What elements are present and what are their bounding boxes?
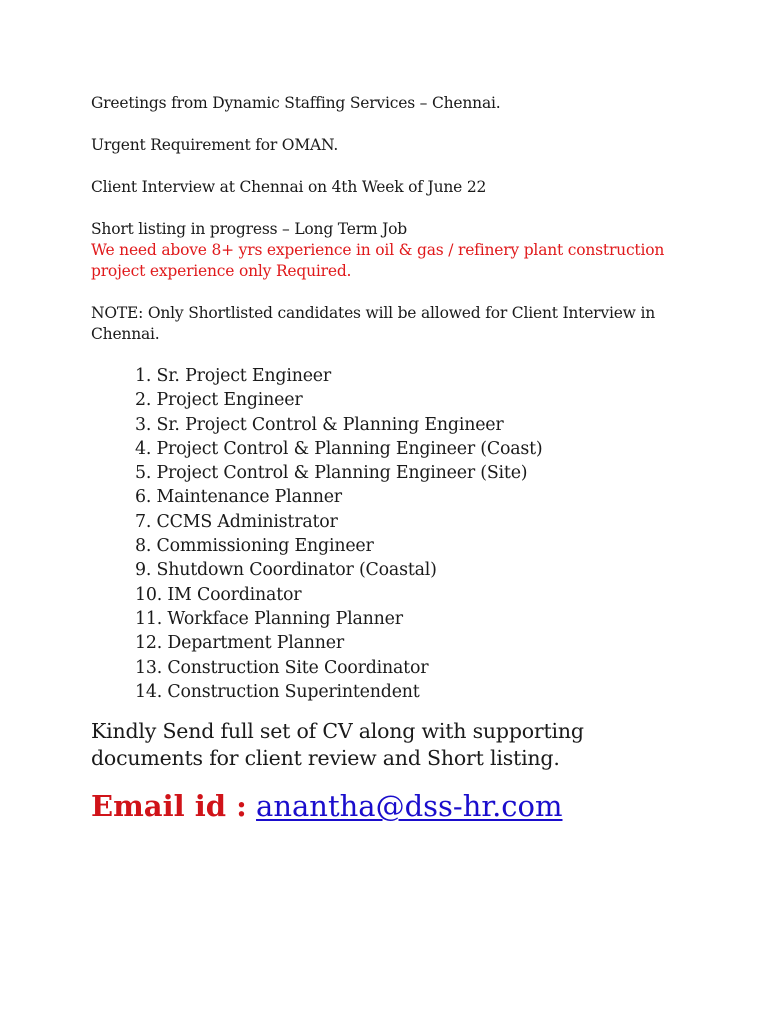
list-item: 10. IM Coordinator — [135, 584, 302, 605]
list-item: 5. Project Control & Planning Engineer (Site) — [135, 463, 528, 484]
list-item: 14. Construction Superintendent — [135, 681, 420, 702]
email-link[interactable]: anantha@dss-hr.com — [256, 789, 563, 824]
list-item: 2. Project Engineer — [135, 390, 303, 411]
list-item: 8. Commissioning Engineer — [135, 536, 374, 557]
email-label: Email id : — [91, 789, 247, 824]
requirement-text: Urgent Requirement for OMAN. — [91, 136, 339, 154]
list-item: 9. Shutdown Coordinator (Coastal) — [135, 560, 437, 581]
interview-text: Client Interview at Chennai on 4th Week of June 22 — [91, 178, 487, 196]
instruction-text: Kindly Send full set of CV along with supporting documents for client review and Short listing. — [91, 719, 584, 771]
list-item: 4. Project Control & Planning Engineer (Coast) — [135, 438, 543, 459]
note-text: NOTE: Only Shortlisted candidates will be allowed for Client Interview in Chennai. — [91, 304, 656, 343]
shortlisting-text: Short listing in progress – Long Term Job — [91, 220, 407, 238]
list-item: 6. Maintenance Planner — [135, 487, 342, 508]
experience-note: We need above 8+ yrs experience in oil & gas / refinery plant construction project experience only Required. — [91, 241, 665, 280]
list-item: 11. Workface Planning Planner — [135, 608, 403, 629]
positions-list — [91, 364, 691, 704]
list-item: 1. Sr. Project Engineer — [135, 366, 332, 386]
list-item: 13. Construction Site Coordinator — [135, 657, 429, 678]
list-item: 7. CCMS Administrator — [135, 511, 338, 532]
list-item: 12. Department Planner — [135, 633, 344, 654]
greeting-text: Greetings from Dynamic Staffing Services – Chennai. — [91, 94, 501, 112]
list-item: 3. Sr. Project Control & Planning Engineer — [135, 414, 504, 435]
email-line — [91, 788, 691, 824]
document-page — [91, 93, 691, 824]
